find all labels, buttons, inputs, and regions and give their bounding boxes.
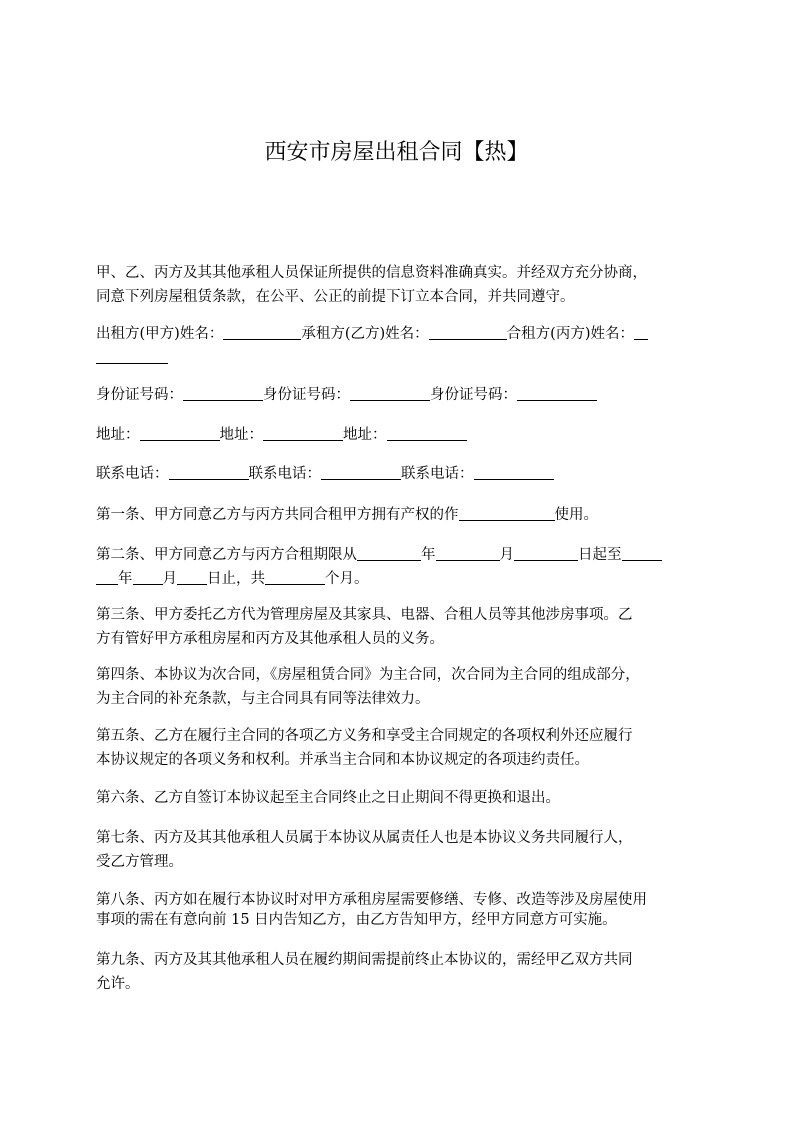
- cotenant-name-blank[interactable]: [634, 323, 648, 340]
- clause-2-text-a: 第二条、甲方同意乙方与丙方合租期限从: [96, 547, 357, 563]
- start-day-label: 日起至: [578, 547, 622, 563]
- party-names-line-1: [96, 322, 704, 346]
- lessor-phone-label: 联系电话：: [96, 466, 169, 482]
- clause-9-line-1: 第九条、丙方及其其他承租人员在履约期间需提前终止本协议的，需经甲乙双方共同: [96, 952, 633, 968]
- clause-9: [96, 948, 704, 996]
- end-month-label: 月: [162, 571, 177, 587]
- end-year-blank[interactable]: [622, 544, 662, 561]
- end-year-blank-cont[interactable]: [96, 568, 118, 585]
- end-year-label: 年: [118, 571, 133, 587]
- start-month-label: 月: [499, 547, 514, 563]
- clause-8: [96, 888, 704, 932]
- cotenant-phone-blank[interactable]: [474, 463, 554, 480]
- party-phones: [96, 462, 704, 486]
- party-ids: [96, 383, 704, 407]
- cotenant-id-blank[interactable]: [517, 384, 597, 401]
- document-title: 西安市房屋出租合同【热】: [264, 140, 529, 165]
- end-day-label: 日止，共: [207, 571, 265, 587]
- party-addresses-line: [96, 423, 704, 447]
- clause-3-line-1: 第三条、甲方委托乙方代为管理房屋及其家具、电器、合租人员等其他涉房事项。乙: [96, 607, 633, 623]
- clause-1-text-a: 第一条、甲方同意乙方与丙方共同合租甲方拥有产权的作: [96, 507, 459, 523]
- clause-8-line-2: 事项的需在有意向前 15 日内告知乙方，由乙方告知甲方，经甲方同意方可实施。: [96, 912, 617, 928]
- lessor-name-blank[interactable]: [223, 323, 301, 340]
- cotenant-id-label: 身份证号码：: [430, 387, 517, 403]
- total-months-label: 个月。: [325, 571, 369, 587]
- clause-4: [96, 663, 704, 711]
- lessee-id-label: 身份证号码：: [263, 387, 350, 403]
- party-names: [96, 322, 704, 370]
- clause-2-line-2: [96, 567, 704, 591]
- lessor-id-blank[interactable]: [183, 384, 263, 401]
- intro-line-2: 同意下列房屋租赁条款，在公平、公正的前提下订立本合同，并共同遵守。: [96, 289, 575, 305]
- end-month-blank[interactable]: [133, 568, 163, 585]
- cotenant-address-blank[interactable]: [387, 424, 467, 441]
- clause-3-line-2: 方有管好甲方承租房屋和丙方及其他承租人员的义务。: [96, 631, 444, 647]
- cotenant-name-label: 合租方(丙方)姓名：: [506, 326, 634, 342]
- party-addresses: [96, 423, 704, 447]
- start-year-blank[interactable]: [357, 544, 421, 561]
- clause-2: [96, 543, 704, 591]
- end-day-blank[interactable]: [177, 568, 207, 585]
- clause-7-line-1: 第七条、丙方及其其他承租人员属于本协议从属责任人也是本协议义务共同履行人，: [96, 830, 633, 846]
- clause-8-line-1: 第八条、丙方如在履行本协议时对甲方承租房屋需要修缮、专修、改造等涉及房屋使用: [96, 892, 647, 908]
- lessee-name-label: 承租方(乙方)姓名：: [301, 326, 429, 342]
- lessor-phone-blank[interactable]: [169, 463, 249, 480]
- clause-4-line-2: 为主合同的补充条款，与主合同具有同等法律效力。: [96, 691, 430, 707]
- clause-5: [96, 724, 704, 772]
- lessor-id-label: 身份证号码：: [96, 387, 183, 403]
- clause-1: [96, 503, 704, 527]
- total-months-blank[interactable]: [265, 568, 325, 585]
- clause-1-line: [96, 503, 704, 527]
- clause-7-line-2: 受乙方管理。: [96, 854, 183, 870]
- start-month-blank[interactable]: [436, 544, 500, 561]
- party-ids-line: [96, 383, 704, 407]
- lessee-name-blank[interactable]: [429, 323, 507, 340]
- lessee-phone-label: 联系电话：: [248, 466, 321, 482]
- usage-blank[interactable]: [459, 504, 555, 521]
- clause-2-line-1: [96, 543, 704, 567]
- party-names-line-2: [96, 346, 704, 370]
- clause-7: [96, 826, 704, 874]
- lessor-address-label: 地址：: [96, 427, 140, 443]
- clause-9-line-2: 允许。: [96, 976, 140, 992]
- intro-line-1: 甲、乙、丙方及其其他承租人员保证所提供的信息资料准确真实。并经双方充分协商，: [96, 265, 647, 281]
- clause-5-line-1: 第五条、乙方在履行主合同的各项乙方义务和享受主合同规定的各项权利外还应履行: [96, 728, 633, 744]
- cotenant-name-blank-cont[interactable]: [96, 347, 168, 364]
- clause-6-line-1: 第六条、乙方自签订本协议起至主合同终止之日止期间不得更换和退出。: [96, 790, 560, 806]
- lessor-address-blank[interactable]: [140, 424, 220, 441]
- lessee-phone-blank[interactable]: [321, 463, 401, 480]
- start-day-blank[interactable]: [514, 544, 578, 561]
- party-phones-line: [96, 462, 704, 486]
- clause-1-text-b: 使用。: [554, 507, 598, 523]
- lessee-address-blank[interactable]: [263, 424, 343, 441]
- clause-3: [96, 603, 704, 651]
- lessee-address-label: 地址：: [219, 427, 263, 443]
- cotenant-phone-label: 联系电话：: [401, 466, 474, 482]
- cotenant-address-label: 地址：: [343, 427, 387, 443]
- lessor-name-label: 出租方(甲方)姓名：: [96, 326, 224, 342]
- lessee-id-blank[interactable]: [350, 384, 430, 401]
- clause-4-line-1: 第四条、本协议为次合同，《房屋租赁合同》为主合同，次合同为主合同的组成部分，: [96, 667, 640, 683]
- start-year-label: 年: [421, 547, 436, 563]
- clause-5-line-2: 本协议规定的各项义务和权利。并承当主合同和本协议规定的各项违约责任。: [96, 752, 589, 768]
- intro-paragraph: [96, 261, 704, 309]
- clause-6: [96, 786, 704, 810]
